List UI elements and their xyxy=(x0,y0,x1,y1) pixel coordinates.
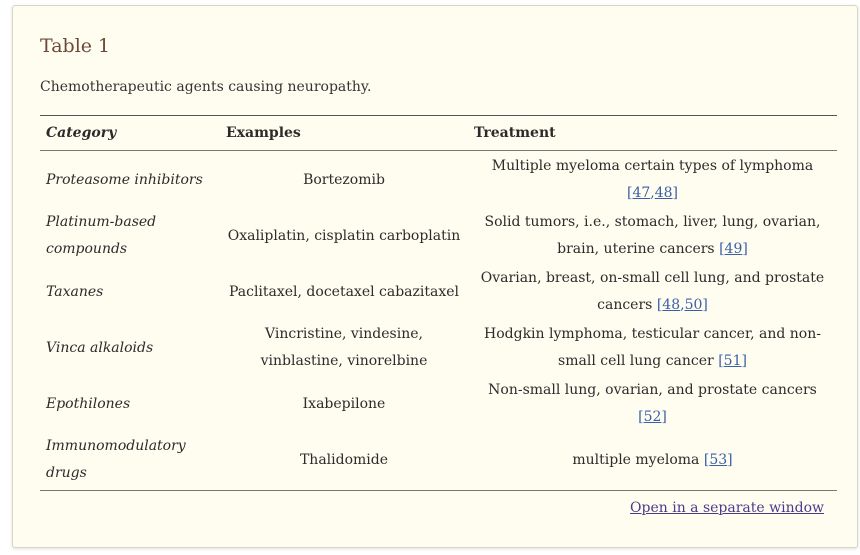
treatment-text: Multiple myeloma certain types of lymphoma xyxy=(491,158,814,174)
reference-link[interactable]: 53 xyxy=(709,451,728,468)
table-title: Table 1 xyxy=(40,35,111,57)
table-caption: Chemotherapeutic agents causing neuropathy. xyxy=(40,79,372,95)
reference-link[interactable]: 48 xyxy=(654,185,673,201)
header-category: Category xyxy=(46,125,117,141)
open-separate-window-link[interactable]: Open in a separate window xyxy=(630,500,824,516)
cell-category: Platinum-based compounds xyxy=(46,214,157,257)
cell-examples: Ixabepilone xyxy=(302,395,386,412)
table-row xyxy=(40,432,837,491)
cell-examples: Paclitaxel, docetaxel cabazitaxel xyxy=(228,283,460,300)
cell-treatment: Solid tumors, i.e., stomach, liver, lung, ovarian, brain, uterine cancers [49] xyxy=(484,214,821,257)
table-row xyxy=(40,208,837,264)
reference-link[interactable]: 49 xyxy=(724,241,743,257)
table-header-row xyxy=(40,116,837,151)
table-row xyxy=(40,264,837,320)
treatment-text: Hodgkin lymphoma, testicular cancer, and non-small cell lung cancer xyxy=(484,326,821,369)
table-row xyxy=(40,376,837,432)
cell-examples: Thalidomide xyxy=(299,451,389,468)
cell-category: Immunomodulatory drugs xyxy=(46,438,186,481)
treatment-text: Ovarian, breast, on-small cell lung, and prostate cancers xyxy=(480,270,825,313)
header-treatment: Treatment xyxy=(474,125,556,141)
header-examples: Examples xyxy=(226,125,301,141)
cell-treatment: Hodgkin lymphoma, testicular cancer, and non-small cell lung cancer [51] xyxy=(484,326,821,369)
reference-link[interactable]: 52 xyxy=(643,409,662,425)
cell-examples: Bortezomib xyxy=(303,171,385,188)
table-row xyxy=(40,151,837,209)
cell-treatment: Multiple myeloma certain types of lymphoma [47,48] xyxy=(491,158,814,201)
cell-treatment: multiple myeloma [53] xyxy=(572,451,733,468)
cell-treatment: Ovarian, breast, on-small cell lung, and prostate cancers [48,50] xyxy=(480,270,825,313)
cell-examples: Vincristine, vindesine, vinblastine, vinorelbine xyxy=(260,326,428,369)
cell-category: Epothilones xyxy=(46,395,131,412)
table-row xyxy=(40,320,837,376)
reference-link[interactable]: 51 xyxy=(723,353,742,369)
treatment-text: Non-small lung, ovarian, and prostate cancers xyxy=(488,382,817,398)
treatment-text: Solid tumors, i.e., stomach, liver, lung, ovarian, brain, uterine cancers xyxy=(484,214,821,257)
cell-treatment: Non-small lung, ovarian, and prostate cancers [52] xyxy=(488,382,817,425)
cell-category: Proteasome inhibitors xyxy=(46,171,203,188)
treatment-text: multiple myeloma xyxy=(572,451,700,468)
cell-category: Vinca alkaloids xyxy=(46,339,154,356)
reference-link[interactable]: 48 xyxy=(662,297,681,313)
reference-link[interactable]: 47 xyxy=(632,185,651,201)
reference-link[interactable]: 50 xyxy=(684,297,703,313)
cell-category: Taxanes xyxy=(46,283,104,300)
table-body xyxy=(40,151,837,491)
neuropathy-table xyxy=(40,115,837,491)
table-panel xyxy=(12,5,858,548)
cell-examples: Oxaliplatin, cisplatin carboplatin xyxy=(227,227,461,244)
